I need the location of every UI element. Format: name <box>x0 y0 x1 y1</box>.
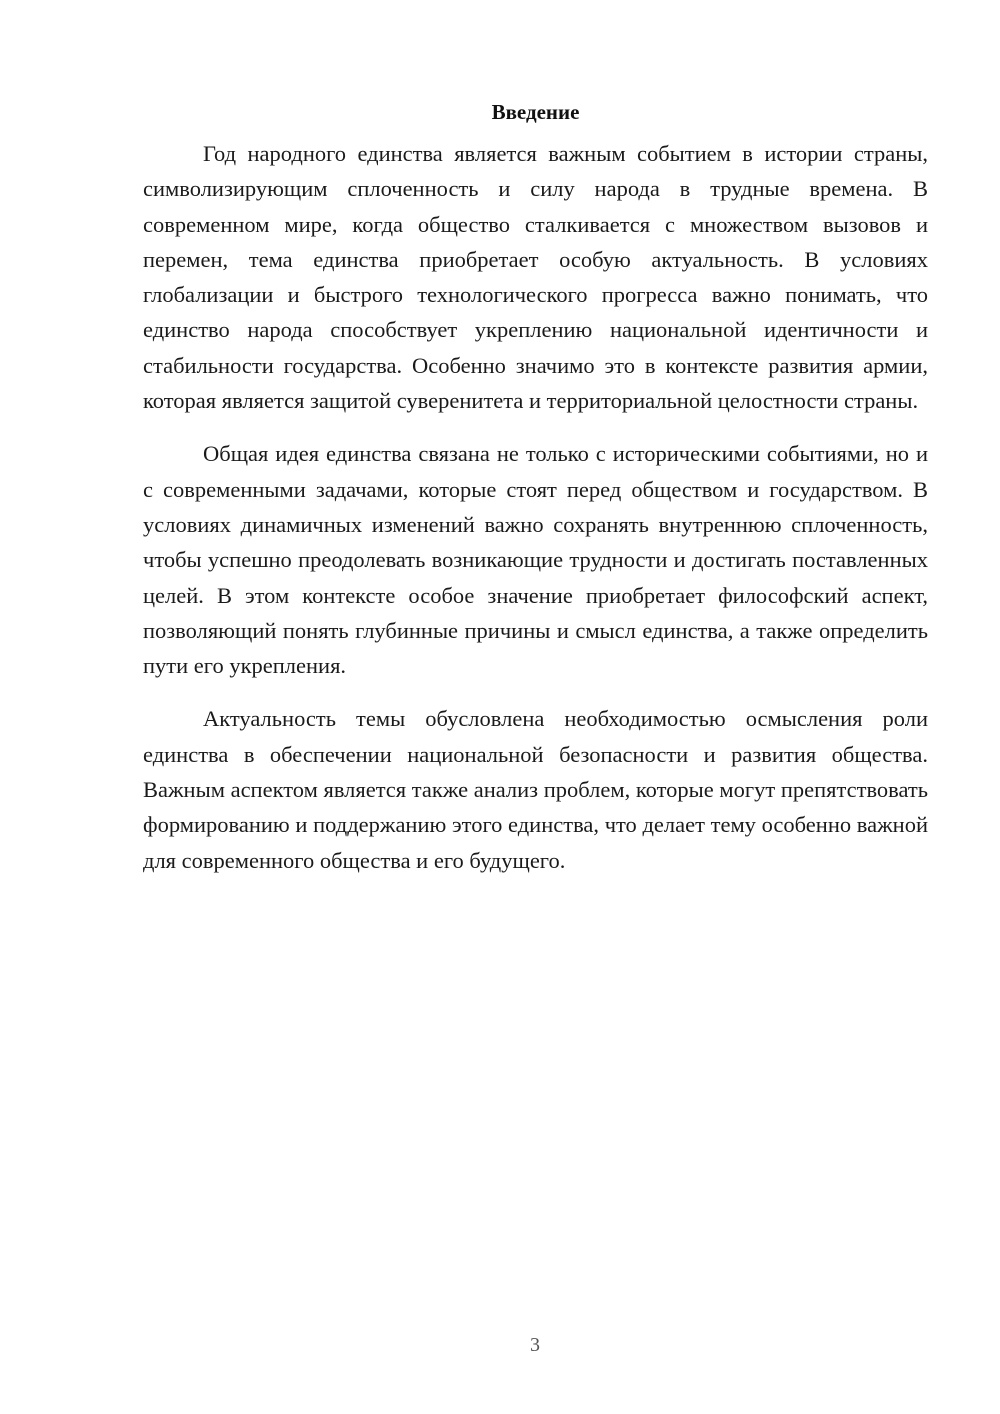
section-heading: Введение <box>491 100 580 124</box>
paragraph-1: Год народного единства является важным событием в истории страны, символизирующим сплоченность и силу народа в трудные времена. В современном мире, когда общество сталкивается с множеством вызовов и перемен, тема единства приобретает особую актуальность. В условиях глобализации и быстрого технологического прогресса важно понимать, что единство народа способствует укреплению национальной идентичности и стабильности государства. Особенно значимо это в контексте развития армии, которая является защитой суверенитета и территориальной целостности страны. <box>143 141 928 414</box>
paragraph-3: Актуальность темы обусловлена необходимостью осмысления роли единства в обеспечении национальной безопасности и развития общества. Важным аспектом является также анализ проблем, которые могут препятствовать формированию и поддержанию этого единства, что делает тему особенно важной для современного общества и его будущего. <box>143 706 928 873</box>
page-content <box>143 98 928 896</box>
page-number: 3 <box>530 1334 540 1356</box>
paragraph-2: Общая идея единства связана не только с историческими событиями, но и с современными задачами, которые стоят перед обществом и государством. В условиях динамичных изменений важно сохранять внутреннюю сплоченность, чтобы успешно преодолевать возникающие трудности и достигать поставленных целей. В этом контексте особое значение приобретает философский аспект, позволяющий понять глубинные причины и смысл единства, а также определить пути его укрепления. <box>143 441 928 679</box>
